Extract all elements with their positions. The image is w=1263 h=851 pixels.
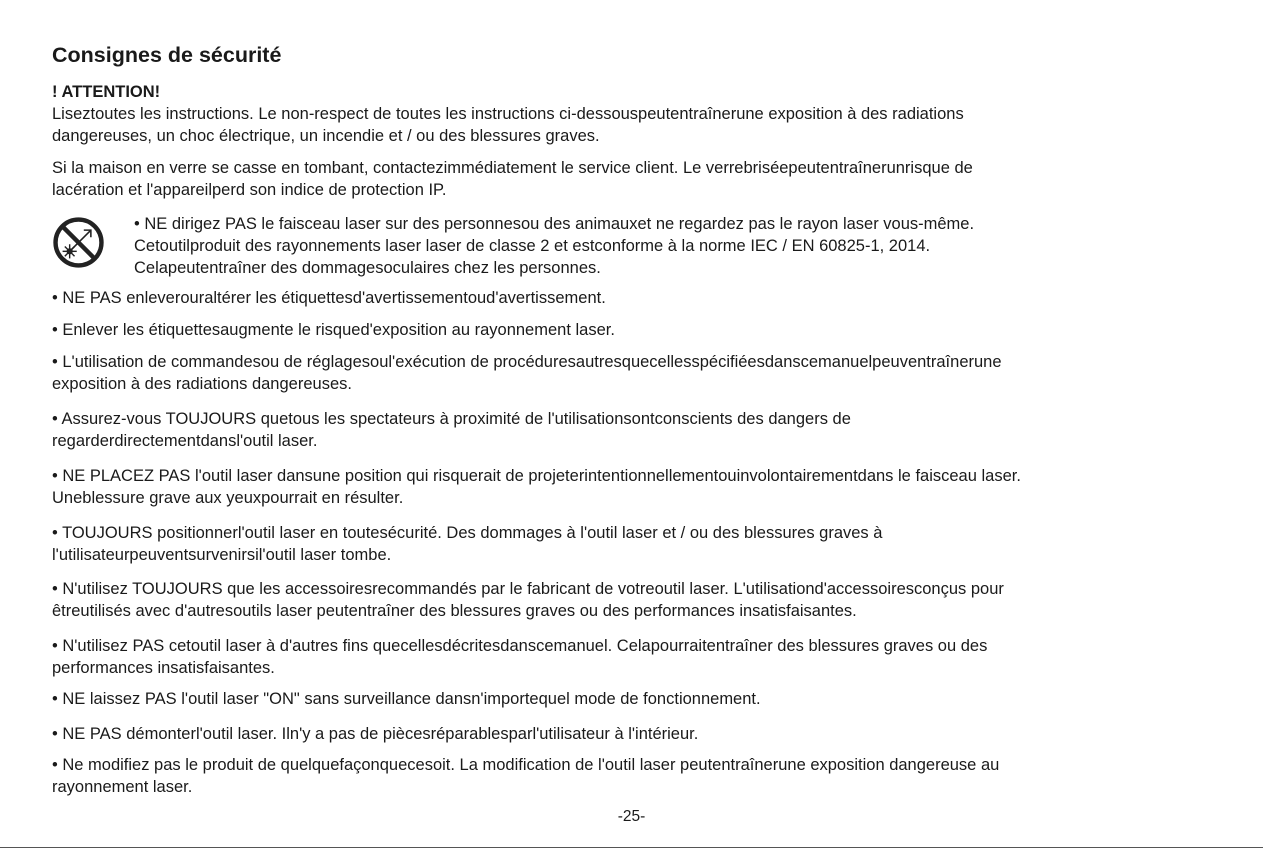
- bullet-line: Uneblessure grave aux yeuxpourrait en résulter.: [52, 489, 404, 507]
- bullet-line: • NE PAS enleverouraltérer les étiquettesd'avertissementoud'avertissement.: [52, 289, 606, 307]
- bullet-line: • NE PAS démonterl'outil laser. Iln'y a pas de piècesréparablesparl'utilisateur à l'intérieur.: [52, 725, 699, 743]
- bullet-item: [52, 688, 761, 710]
- bullet-line: • NE PLACEZ PAS l'outil laser dansune position qui risquerait de projeterintentionnellementouinvolontairementdans le faisceau laser.: [52, 467, 1021, 485]
- bullet-line: • NE laissez PAS l'outil laser "ON" sans surveillance dansn'importequel mode de fonctionnement.: [52, 690, 761, 708]
- glass-paragraph: [52, 157, 973, 201]
- bullet-line: performances insatisfaisantes.: [52, 659, 275, 677]
- page-title: Consignes de sécurité: [52, 43, 282, 67]
- bullet-item: [52, 287, 606, 309]
- page-number: -25-: [617, 808, 646, 825]
- intro-paragraph: [52, 103, 964, 147]
- bullet-line: l'utilisateurpeuventsurvenirsil'outil laser tombe.: [52, 546, 392, 564]
- bullet-line: rayonnement laser.: [52, 778, 193, 796]
- bullet-line: • Assurez-vous TOUJOURS quetous les spectateurs à proximité de l'utilisationsontconscients des dangers de: [52, 410, 851, 428]
- warning-line: • NE dirigez PAS le faisceau laser sur des personnesou des animauxet ne regardez pas le rayon laser vous-même.: [134, 215, 975, 233]
- bullet-item: [52, 635, 987, 679]
- bullet-line: • L'utilisation de commandesou de réglagesoul'exécution de procéduresautresquecellesspécifiéesdanscemanuelpeuventraînerune: [52, 353, 1002, 371]
- bullet-line: exposition à des radiations dangereuses.: [52, 375, 352, 393]
- warning-line: Celapeutentraîner des dommagesoculaires chez les personnes.: [134, 259, 601, 277]
- bullet-line: • N'utilisez TOUJOURS que les accessoiresrecommandés par le fabricant de votreoutil laser. L'utilisationd'accessoiresconçus pour: [52, 580, 1004, 598]
- bullet-line: • Enlever les étiquettesaugmente le risqued'exposition au rayonnement laser.: [52, 321, 615, 339]
- bullet-item: [52, 754, 999, 798]
- warning-line: Cetoutilproduit des rayonnements laser laser de classe 2 et estconforme à la norme IEC / EN 60825-1, 2014.: [134, 237, 931, 255]
- bullet-item: [52, 319, 615, 341]
- bullet-item: [52, 408, 851, 452]
- bullet-item: [52, 578, 1004, 622]
- bullet-line: êtreutilisés avec d'autresoutils laser peutentraîner des blessures graves ou des performances insatisfaisantes.: [52, 602, 857, 620]
- bullet-line: regarderdirectementdansl'outil laser.: [52, 432, 318, 450]
- no-laser-beam-icon: [52, 216, 105, 269]
- laser-warning-text: [134, 213, 974, 279]
- attention-heading: ! ATTENTION!: [52, 83, 161, 101]
- glass-line: lacération et l'appareilperd son indice de protection IP.: [52, 181, 447, 199]
- bullet-item: [52, 351, 1002, 395]
- intro-line: dangereuses, un choc électrique, un incendie et / ou des blessures graves.: [52, 127, 600, 145]
- bullet-item: [52, 465, 1021, 509]
- bullet-line: • N'utilisez PAS cetoutil laser à d'autres fins quecellesdécritesdanscemanuel. Celapourraitentraîner des blessures graves ou des: [52, 637, 988, 655]
- glass-line: Si la maison en verre se casse en tombant, contactezimmédiatement le service client. Le verrebriséepeutentraînerunrisque de: [52, 159, 973, 177]
- bullet-item: [52, 522, 882, 566]
- bullet-line: • TOUJOURS positionnerl'outil laser en toutesécurité. Des dommages à l'outil laser et / ou des blessures graves à: [52, 524, 883, 542]
- bullet-item: [52, 723, 698, 745]
- bullet-line: • Ne modifiez pas le produit de quelquefaçonquecesoit. La modification de l'outil laser peutentraînerune exposition dangereuse au: [52, 756, 1000, 774]
- bottom-divider: [0, 847, 1263, 848]
- intro-line: Liseztoutes les instructions. Le non-respect de toutes les instructions ci-dessouspeutentraînerune exposition à des radiations: [52, 105, 964, 123]
